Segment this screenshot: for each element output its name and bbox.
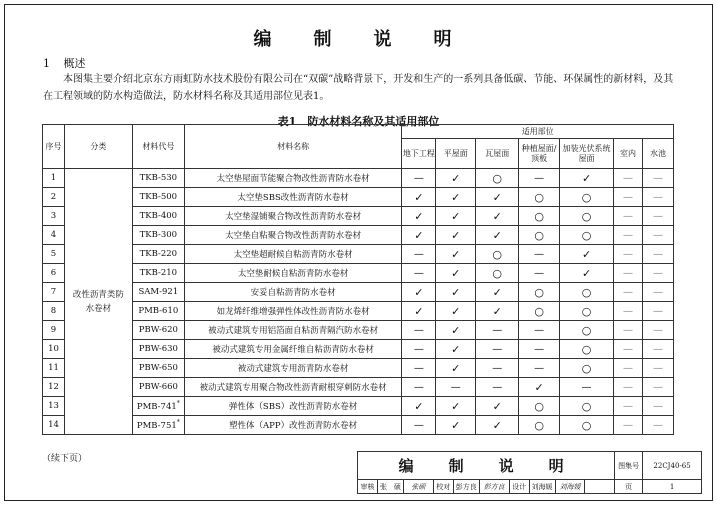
material-code: TKB-220 <box>139 249 178 259</box>
circle-mark-icon: ○ <box>560 302 614 321</box>
reviewer-signature: 张硕 <box>403 480 433 494</box>
check-mark-icon: ✓ <box>436 207 476 226</box>
row-number: 4 <box>43 226 65 245</box>
row-number: 12 <box>43 378 65 397</box>
table-row <box>43 188 674 207</box>
material-name: 如龙烯纤维增强弹性体改性沥青防水卷材 <box>184 302 402 321</box>
circle-mark-icon: ○ <box>519 416 560 435</box>
table-row <box>43 302 674 321</box>
dash-mark-icon: — <box>614 169 643 188</box>
row-number: 9 <box>43 321 65 340</box>
dash-mark-icon: — <box>402 416 436 435</box>
dash-mark-icon: — <box>476 321 519 340</box>
material-name: 太空垫屋面节能聚合物改性沥青防水卷材 <box>184 169 402 188</box>
material-code: PBW-630 <box>138 344 178 354</box>
table-row <box>43 207 674 226</box>
check-label: 校对 <box>433 480 453 494</box>
check-mark-icon: ✓ <box>436 397 476 416</box>
table-row <box>43 416 674 435</box>
dash-mark-icon: — <box>519 321 560 340</box>
material-name: 太空垫自粘聚合物改性沥青防水卷材 <box>184 226 402 245</box>
material-name: 被动式建筑专用聚合物改性沥青耐根穿刺防水卷材 <box>184 378 402 397</box>
table-row <box>43 397 674 416</box>
dash-mark-icon: — <box>642 264 673 283</box>
dash-mark-icon: — <box>642 340 673 359</box>
row-number: 11 <box>43 359 65 378</box>
circle-mark-icon: ○ <box>560 283 614 302</box>
designer-signature: 刘海媛 <box>555 480 585 494</box>
table-row <box>43 226 674 245</box>
category-cell: 改性沥青类防水卷材 <box>64 169 132 435</box>
dash-mark-icon: — <box>614 226 643 245</box>
row-number: 5 <box>43 245 65 264</box>
checker-signature: 彭方良 <box>479 480 509 494</box>
section-number: 1 <box>43 57 50 70</box>
material-name: 太空垫超耐候自粘沥青防水卷材 <box>184 245 402 264</box>
row-number: 7 <box>43 283 65 302</box>
dash-mark-icon: — <box>519 245 560 264</box>
row-number: 6 <box>43 264 65 283</box>
check-mark-icon: ✓ <box>402 302 436 321</box>
material-code: PMB-610 <box>138 306 179 316</box>
dash-mark-icon: — <box>614 302 643 321</box>
material-code: PMB-751 <box>136 420 177 431</box>
material-name: 安妥自粘沥青防水卷材 <box>184 283 402 302</box>
circle-mark-icon: ○ <box>560 207 614 226</box>
table-caption: 表1 防水材料名称及其适用部位 <box>277 115 440 128</box>
material-name: 太空垫耐候自粘沥青防水卷材 <box>184 264 402 283</box>
check-mark-icon: ✓ <box>402 207 436 226</box>
dash-mark-icon: — <box>519 264 560 283</box>
table-row <box>43 283 674 302</box>
header-category: 分类 <box>64 125 132 169</box>
check-mark-icon: ✓ <box>402 397 436 416</box>
circle-mark-icon: ○ <box>560 416 614 435</box>
material-code-cell <box>132 207 184 226</box>
row-number: 3 <box>43 207 65 226</box>
dash-mark-icon: — <box>614 283 643 302</box>
table-row <box>43 169 674 188</box>
header-code: 材料代号 <box>132 125 184 169</box>
dash-mark-icon: — <box>642 359 673 378</box>
dash-mark-icon: — <box>642 302 673 321</box>
material-code-cell <box>132 264 184 283</box>
page-number: 1 <box>643 480 702 494</box>
material-code-cell <box>132 416 184 435</box>
designer-name: 刘海媛 <box>529 480 555 494</box>
material-name: 被动式建筑专用沥青防水卷材 <box>184 359 402 378</box>
row-number: 14 <box>43 416 65 435</box>
review-label: 审核 <box>358 480 378 494</box>
material-code-cell <box>132 188 184 207</box>
material-code-cell <box>132 321 184 340</box>
row-number: 13 <box>43 397 65 416</box>
dash-mark-icon: — <box>642 416 673 435</box>
material-code-cell <box>132 169 184 188</box>
dash-mark-icon: — <box>614 321 643 340</box>
check-mark-icon: ✓ <box>402 188 436 207</box>
blank-cell <box>585 480 615 494</box>
header-no: 序号 <box>43 125 65 169</box>
dash-mark-icon: — <box>642 283 673 302</box>
title-block <box>357 451 702 494</box>
dash-mark-icon: — <box>614 340 643 359</box>
circle-mark-icon: ○ <box>476 245 519 264</box>
dash-mark-icon: — <box>614 207 643 226</box>
material-code-cell <box>132 283 184 302</box>
circle-mark-icon: ○ <box>560 226 614 245</box>
circle-mark-icon: ○ <box>560 188 614 207</box>
header-scope-col: 室内 <box>614 139 643 169</box>
dash-mark-icon: — <box>642 321 673 340</box>
dash-mark-icon: — <box>476 378 519 397</box>
dash-mark-icon: — <box>476 359 519 378</box>
circle-mark-icon: ○ <box>519 397 560 416</box>
section-heading <box>43 55 96 71</box>
material-code-cell <box>132 245 184 264</box>
dash-mark-icon: — <box>642 397 673 416</box>
table-row <box>43 378 674 397</box>
materials-table <box>42 124 674 435</box>
dash-mark-icon: — <box>402 340 436 359</box>
material-code-cell <box>132 397 184 416</box>
check-mark-icon: ✓ <box>402 283 436 302</box>
reviewer-name: 张 硕 <box>377 480 403 494</box>
material-code: SAM-921 <box>138 287 179 297</box>
circle-mark-icon: ○ <box>519 188 560 207</box>
material-name: 塑性体（APP）改性沥青防水卷材 <box>184 416 402 435</box>
dash-mark-icon: — <box>614 378 643 397</box>
circle-mark-icon: ○ <box>519 207 560 226</box>
dash-mark-icon: — <box>402 169 436 188</box>
dash-mark-icon: — <box>519 359 560 378</box>
check-mark-icon: ✓ <box>560 264 614 283</box>
dash-mark-icon: — <box>614 416 643 435</box>
material-name: 弹性体（SBS）改性沥青防水卷材 <box>184 397 402 416</box>
material-name: 被动式建筑专用铝箔面自粘沥青隔汽防水卷材 <box>184 321 402 340</box>
circle-mark-icon: ○ <box>476 264 519 283</box>
check-mark-icon: ✓ <box>436 169 476 188</box>
dash-mark-icon: — <box>436 378 476 397</box>
check-mark-icon: ✓ <box>436 283 476 302</box>
check-mark-icon: ✓ <box>436 302 476 321</box>
material-code: TKB-530 <box>139 173 178 183</box>
overview-paragraph: 本图集主要介绍北京东方雨虹防水技术股份有限公司在“双碳”战略背景下，开发和生产的一系列具备低碳、节能、环保属性的新材料，及其在工程领域的防水构造做法，防水材料名称及其适用部位见表1。 <box>43 74 674 102</box>
material-code: PBW-650 <box>138 363 178 373</box>
dash-mark-icon: — <box>642 188 673 207</box>
material-code-cell <box>132 340 184 359</box>
dash-mark-icon: — <box>402 321 436 340</box>
dash-mark-icon: — <box>642 207 673 226</box>
dash-mark-icon: — <box>642 169 673 188</box>
check-mark-icon: ✓ <box>476 188 519 207</box>
check-mark-icon: ✓ <box>519 378 560 397</box>
dash-mark-icon: — <box>642 226 673 245</box>
table-body <box>43 169 674 435</box>
dash-mark-icon: — <box>402 378 436 397</box>
atlas-number: 22CJ40-65 <box>643 452 702 480</box>
header-scope-col: 水池 <box>642 139 673 169</box>
code-asterisk: * <box>176 419 180 427</box>
check-mark-icon: ✓ <box>476 283 519 302</box>
material-code: PBW-620 <box>138 325 178 335</box>
dash-mark-icon: — <box>614 245 643 264</box>
material-code-cell <box>132 302 184 321</box>
table-row <box>43 359 674 378</box>
circle-mark-icon: ○ <box>560 359 614 378</box>
material-code: TKB-210 <box>139 268 178 278</box>
dash-mark-icon: — <box>614 359 643 378</box>
dash-mark-icon: — <box>614 397 643 416</box>
header-scope-col: 种植屋面/顶板 <box>519 139 560 169</box>
circle-mark-icon: ○ <box>519 302 560 321</box>
dash-mark-icon: — <box>560 378 614 397</box>
check-mark-icon: ✓ <box>436 321 476 340</box>
dash-mark-icon: — <box>614 264 643 283</box>
circle-mark-icon: ○ <box>560 397 614 416</box>
check-mark-icon: ✓ <box>476 302 519 321</box>
material-code: TKB-400 <box>139 211 178 221</box>
row-number: 2 <box>43 188 65 207</box>
dash-mark-icon: — <box>402 245 436 264</box>
dash-mark-icon: — <box>402 359 436 378</box>
row-number: 1 <box>43 169 65 188</box>
header-name: 材料名称 <box>184 125 402 169</box>
page-label: 页 <box>615 480 643 494</box>
dash-mark-icon: — <box>402 264 436 283</box>
material-code-cell <box>132 226 184 245</box>
circle-mark-icon: ○ <box>519 226 560 245</box>
code-asterisk: * <box>176 400 180 408</box>
dash-mark-icon: — <box>519 169 560 188</box>
header-scope-col: 加装光伏系统屋面 <box>560 139 614 169</box>
check-mark-icon: ✓ <box>476 416 519 435</box>
material-code-cell <box>132 378 184 397</box>
header-scope-col: 平屋面 <box>436 139 476 169</box>
material-code-cell <box>132 359 184 378</box>
dash-mark-icon: — <box>614 188 643 207</box>
check-mark-icon: ✓ <box>476 226 519 245</box>
dash-mark-icon: — <box>476 340 519 359</box>
check-mark-icon: ✓ <box>560 245 614 264</box>
table-row <box>43 245 674 264</box>
check-mark-icon: ✓ <box>436 245 476 264</box>
material-name: 太空垫SBS改性沥青防水卷材 <box>184 188 402 207</box>
header-scope-col: 瓦屋面 <box>476 139 519 169</box>
circle-mark-icon: ○ <box>560 321 614 340</box>
dash-mark-icon: — <box>519 340 560 359</box>
section-title: 概述 <box>63 57 86 70</box>
check-mark-icon: ✓ <box>436 416 476 435</box>
check-mark-icon: ✓ <box>560 169 614 188</box>
material-code: TKB-300 <box>139 230 178 240</box>
check-mark-icon: ✓ <box>436 264 476 283</box>
table-row <box>43 264 674 283</box>
table-row <box>43 321 674 340</box>
circle-mark-icon: ○ <box>476 169 519 188</box>
check-mark-icon: ✓ <box>436 188 476 207</box>
table-row <box>43 340 674 359</box>
material-code: PBW-660 <box>138 382 178 392</box>
header-scope-col: 地下工程 <box>402 139 436 169</box>
header-scope: 适用部位 <box>402 125 674 139</box>
row-number: 10 <box>43 340 65 359</box>
material-name: 被动式建筑专用金属纤维自粘沥青防水卷材 <box>184 340 402 359</box>
material-code: TKB-500 <box>139 192 178 202</box>
circle-mark-icon: ○ <box>560 340 614 359</box>
atlas-label: 图集号 <box>615 452 643 480</box>
material-name: 太空垫湿铺聚合物改性沥青防水卷材 <box>184 207 402 226</box>
row-number: 8 <box>43 302 65 321</box>
check-mark-icon: ✓ <box>402 226 436 245</box>
design-label: 设计 <box>509 480 529 494</box>
circle-mark-icon: ○ <box>519 283 560 302</box>
continued-note: （续下页） <box>42 454 88 464</box>
material-code: PMB-741 <box>136 401 177 412</box>
check-mark-icon: ✓ <box>476 207 519 226</box>
checker-name: 彭方良 <box>453 480 479 494</box>
check-mark-icon: ✓ <box>436 226 476 245</box>
check-mark-icon: ✓ <box>476 397 519 416</box>
dash-mark-icon: — <box>642 378 673 397</box>
title-block-title: 编 制 说 明 <box>358 452 615 480</box>
page-title: 编 制 说 明 <box>253 29 464 50</box>
dash-mark-icon: — <box>642 245 673 264</box>
check-mark-icon: ✓ <box>436 340 476 359</box>
check-mark-icon: ✓ <box>436 359 476 378</box>
